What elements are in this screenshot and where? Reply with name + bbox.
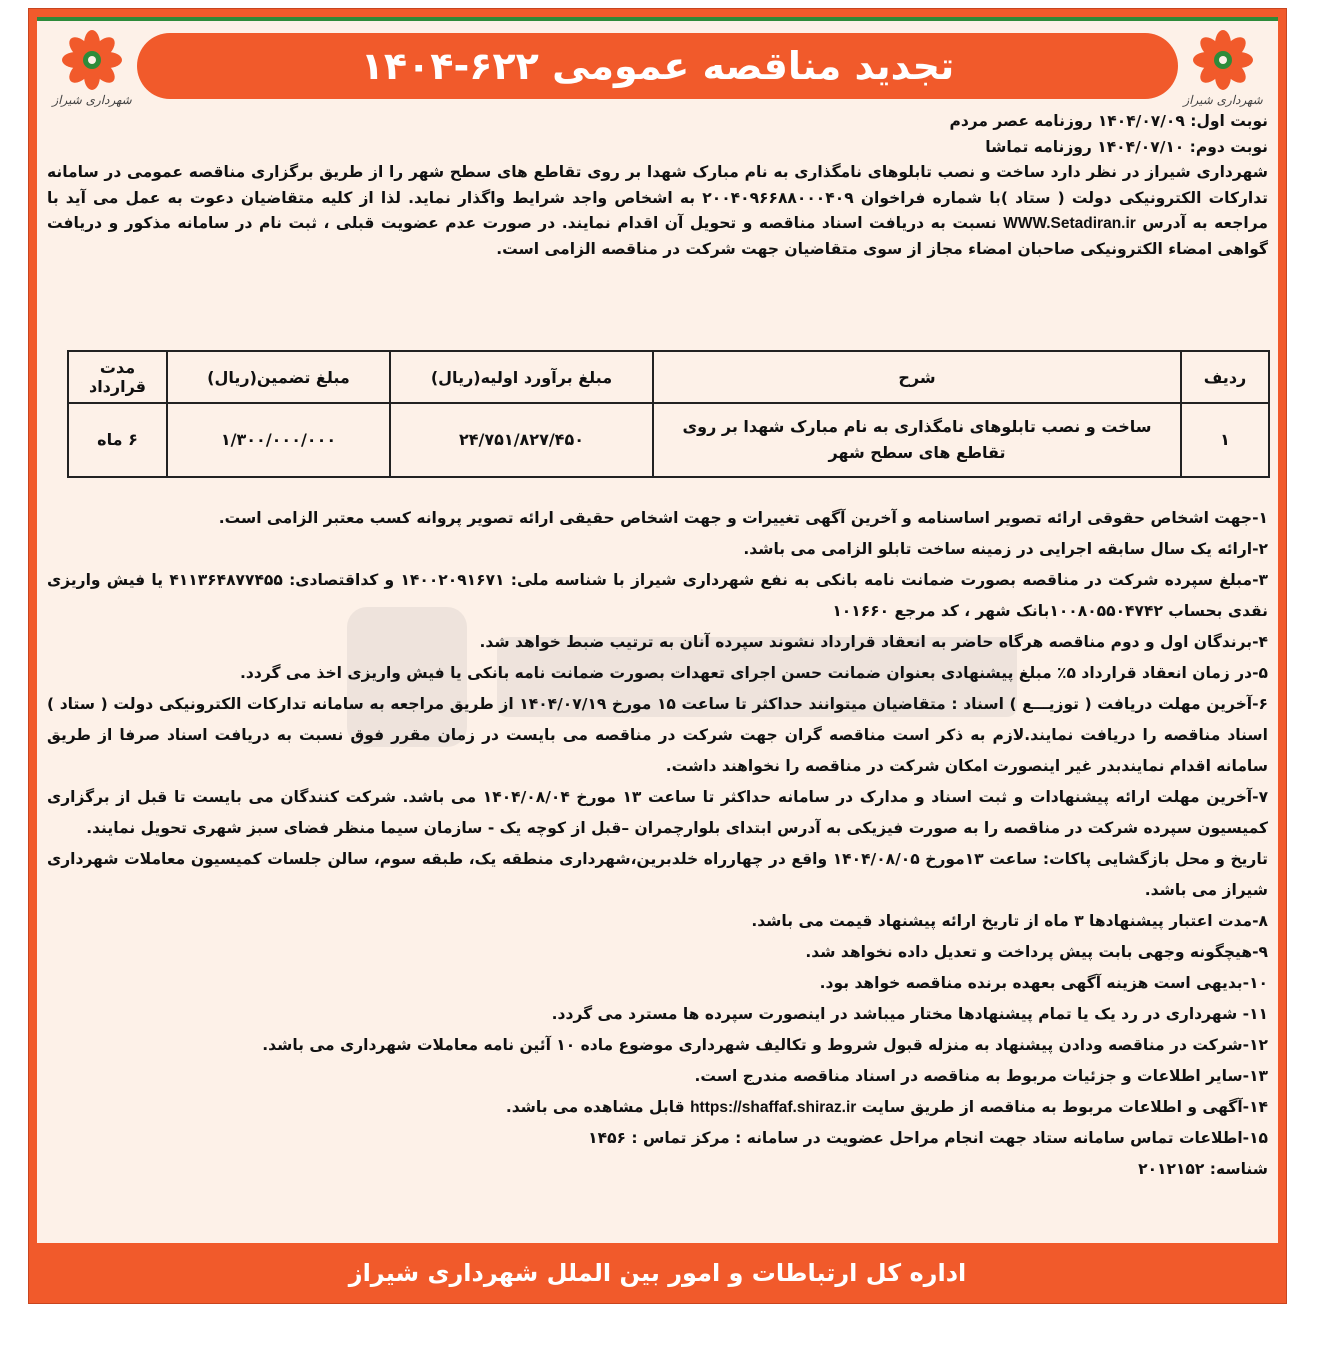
list-item: تاریخ و محل بازگشایی پاکات: ساعت ۱۳مورخ ۱۴۰۴/۰۸/۰۵ واقع در چهارراه خلدبرین،شهرداری منطقه یک، طبقه سوم، سالن جلسات کمیسیون معاملات شهرداری شیراز می باشد. bbox=[47, 850, 1268, 899]
flower-logo-icon bbox=[1178, 29, 1268, 91]
table-header: مبلغ تضمین(ریال) bbox=[167, 351, 390, 403]
id-line: شناسه: ۲۰۱۲۱۵۲ bbox=[1138, 1160, 1268, 1178]
logo-caption: شهرداری شیراز bbox=[52, 93, 132, 107]
list-item: ۱۲-شرکت در مناقصه ودادن پیشنهاد به منزله قبول شروط و تکالیف شهرداری موضوع ماده ۱۰ آئین نامه معاملات شهرداری می باشد. bbox=[262, 1036, 1268, 1054]
list-item: ۱۳-سایر اطلاعات و جزئیات مربوط به مناقصه در اسناد مناقصه مندرج است. bbox=[694, 1067, 1268, 1085]
notice-frame bbox=[28, 8, 1287, 1304]
shaffaf-link[interactable]: https://shaffaf.shiraz.ir bbox=[690, 1099, 857, 1116]
table-cell-estimate: ۲۴/۷۵۱/۸۲۷/۴۵۰ bbox=[390, 403, 653, 477]
list-item: ۹-هیچگونه وجهی بابت پیش پرداخت و تعدیل داده نخواهد شد. bbox=[805, 943, 1268, 961]
list-item: ۳-مبلغ سپرده شرکت در مناقصه بصورت ضمانت نامه بانکی به نفع شهرداری شیراز با شناسه ملی: ۱۴۰۰۲۰۹۱۶۷۱ و کداقتصادی: ۴۱۱۳۶۴۸۷۷۴۵۵ یا فیش واریزی نقدی بحساب ۱۰۰۸۰۵۵۰۴۷۴۲بانک شهر ، کد مرجع ۱۰۱۶۶۰ bbox=[47, 571, 1268, 620]
page-title: تجدید مناقصه عمومی ۶۲۲-۱۴۰۴ bbox=[360, 44, 955, 88]
list-item bbox=[47, 1092, 1268, 1123]
table-row bbox=[68, 403, 1269, 477]
table-cell-duration: ۶ ماه bbox=[68, 403, 167, 477]
second-publication: نوبت دوم: ۱۴۰۴/۰۷/۱۰ روزنامه تماشا bbox=[985, 137, 1268, 156]
table-cell-row: ۱ bbox=[1181, 403, 1269, 477]
intro-paragraph bbox=[47, 160, 1268, 262]
title-band bbox=[137, 33, 1178, 99]
intro-section bbox=[47, 109, 1268, 262]
first-publication: نوبت اول: ۱۴۰۴/۰۷/۰۹ روزنامه عصر مردم bbox=[949, 112, 1268, 130]
municipality-logo-left bbox=[47, 29, 137, 109]
table-header-row bbox=[68, 351, 1269, 403]
intro-text-part2: نسبت به دریافت اسناد مناقصه و تحویل آن اقدام نمایند. در صورت عدم عضویت قبلی ، ثبت نام در سامانه مذکور و دریافت گواهی امضاء الکترونیکی صاحبان امضاء مجاز از سوی متقاضیان جهت شرکت در مناقصه الزامی است. bbox=[47, 214, 1268, 258]
list-item: ۱۱- شهرداری در رد یک یا تمام پیشنهادها مختار میباشد در اینصورت سپرده ها مسترد می گردد. bbox=[551, 1005, 1268, 1023]
list-item: ۶-آخرین مهلت دریافت ( توزیـــع ) اسناد : متقاضیان میتوانند حداکثر تا ساعت ۱۵ مورخ ۱۴۰۴/۰۷/۱۹ از طریق مراجعه به سامانه تدارکات الکترونیکی دولت ( ستاد ) اسناد مناقصه را دریافت نمایند.لازم به ذکر است مناقصه گران جهت شرکت در مناقصه می بایست در زمان مقرر فوق نسبت به دریافت اسناد صرفا از طریق سامانه اقدام نمایندبدر غیر اینصورت امکان شرکت در مناقصه را نخواهند داشت. bbox=[47, 695, 1268, 775]
list-item: ۱-جهت اشخاص حقوقی ارائه تصویر اساسنامه و آخرین آگهی تغییرات و جهت اشخاص حقیقی ارائه تصویر پروانه کسب معتبر الزامی است. bbox=[218, 509, 1268, 527]
top-green-line bbox=[37, 17, 1278, 21]
item14-before: ۱۴-آگهی و اطلاعات مربوط به مناقصه از طریق سایت bbox=[861, 1098, 1268, 1116]
footer-text: اداره کل ارتباطات و امور بین الملل شهرداری شیراز bbox=[348, 1259, 967, 1287]
notice-body bbox=[37, 17, 1278, 1243]
list-item: ۵-در زمان انعقاد قرارداد ۵٪ مبلغ پیشنهادی بعنوان ضمانت حسن اجرای تعهدات بصورت ضمانت نامه بانکی یا فیش واریزی اخذ می گردد. bbox=[240, 664, 1268, 682]
municipality-logo-right bbox=[1178, 29, 1268, 109]
flower-logo-icon bbox=[47, 29, 137, 91]
list-item: ۴-برندگان اول و دوم مناقصه هرگاه حاضر به انعقاد قرارداد نشوند سپرده آنان به ترتیب ضبط خواهد شد. bbox=[479, 633, 1268, 651]
footer-band bbox=[29, 1243, 1286, 1303]
item14-after: قابل مشاهده می باشد. bbox=[505, 1098, 685, 1116]
table-header: مدت قرارداد bbox=[68, 351, 167, 403]
conditions-list bbox=[47, 503, 1268, 1185]
logo-caption: شهرداری شیراز bbox=[1183, 93, 1263, 107]
table-header: ردیف bbox=[1181, 351, 1269, 403]
tender-table bbox=[67, 350, 1270, 478]
intro-text-part1: شهرداری شیراز در نظر دارد ساخت و نصب تابلوهای نامگذاری به نام مبارک شهدا بر روی تقاطع های سطح شهر را از طریق برگزاری مناقصه عمومی در سامانه تدارکات الکترونیکی دولت ( ستاد )با شماره فراخوان ۲۰۰۴۰۹۶۶۸۸۰۰۰۴۰۹ به اشخاص واجد شرایط واگذار نماید. لذا از کلیه متقاضیان دعوت به عمل می آید با مراجعه به آدرس bbox=[47, 163, 1269, 232]
list-item: ۱۵-اطلاعات تماس سامانه ستاد جهت انجام مراحل عضویت در سامانه : مرکز تماس : ۱۴۵۶ bbox=[588, 1129, 1268, 1147]
table-header: شرح bbox=[653, 351, 1181, 403]
list-item: ۱۰-بدیهی است هزینه آگهی بعهده برنده مناقصه خواهد بود. bbox=[819, 974, 1268, 992]
table-cell-guarantee: ۱/۳۰۰/۰۰۰/۰۰۰ bbox=[167, 403, 390, 477]
setadiran-link[interactable]: WWW.Setadiran.ir bbox=[1003, 215, 1136, 232]
list-item: ۸-مدت اعتبار پیشنهادها ۳ ماه از تاریخ ارائه پیشنهاد قیمت می باشد. bbox=[751, 912, 1268, 930]
list-item: ۷-آخرین مهلت ارائه پیشنهادات و ثبت اسناد و مدارک در سامانه حداکثر تا ساعت ۱۳ مورخ ۱۴۰۴/۰۸/۰۴ می باشد. شرکت کنندگان می بایست تا قبل از برگزاری کمیسیون سپرده شرکت در مناقصه را به صورت فیزیکی به آدرس ابتدای بلوارچمران –قبل از کوچه یک - سازمان سیما منظر فضای سبز شهری تحویل نمایند. bbox=[47, 788, 1269, 837]
table-cell-description: ساخت و نصب تابلوهای نامگذاری به نام مبارک شهدا بر روی تقاطع های سطح شهر bbox=[653, 403, 1181, 477]
list-item: ۲-ارائه یک سال سابقه اجرایی در زمینه ساخت تابلو الزامی می باشد. bbox=[743, 540, 1268, 558]
table-header: مبلغ برآورد اولیه(ریال) bbox=[390, 351, 653, 403]
